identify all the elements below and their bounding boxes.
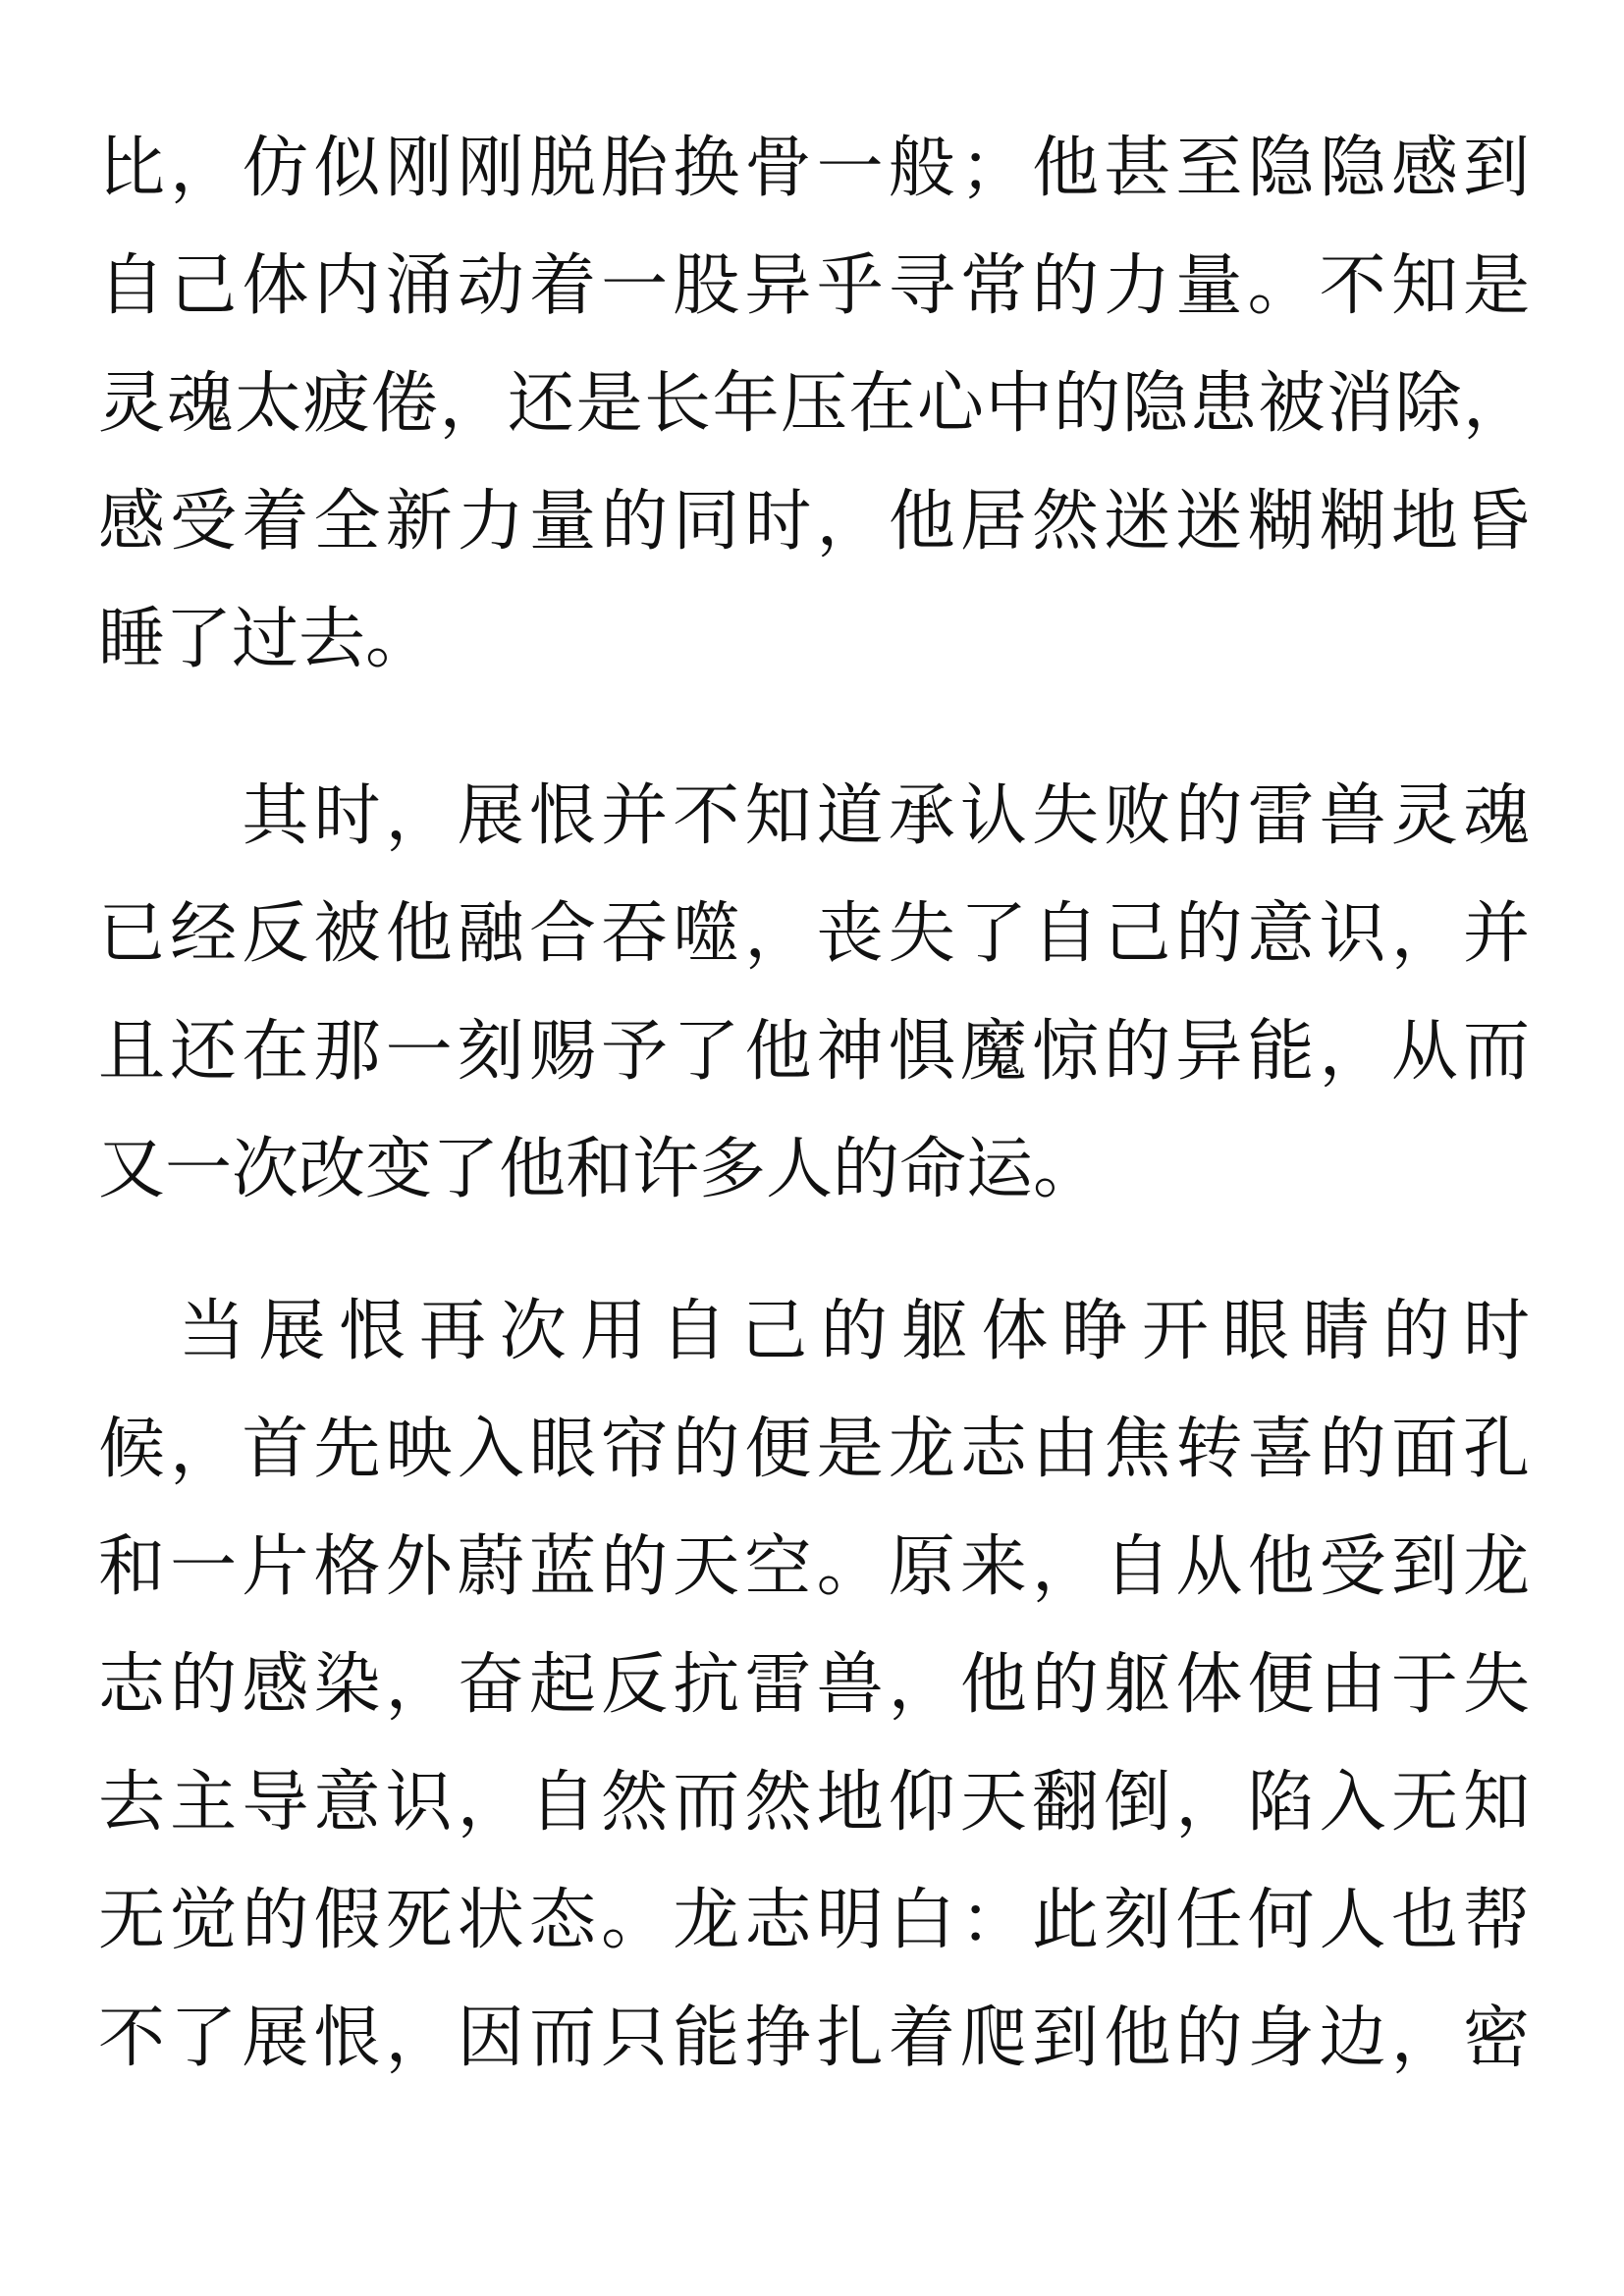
text-line-14: 去主导意识，自然而然地仰天翻倒，陷入无知 <box>98 1764 1530 1842</box>
text-line-3: 灵魂太疲倦，还是长年压在心中的隐患被消除， <box>98 365 1530 443</box>
text-line-4: 感受着全新力量的同时，他居然迷迷糊糊地昏 <box>98 483 1530 561</box>
text-line-12: 和一片格外蔚蓝的天空。原来，自从他受到龙 <box>98 1528 1530 1606</box>
text-line-7: 已经反被他融合吞噬，丧失了自己的意识，并 <box>98 895 1530 973</box>
text-line-2: 自己体内涌动着一股异乎寻常的力量。不知是 <box>98 247 1530 325</box>
text-line-5: 睡了过去。 <box>98 601 433 678</box>
text-line-10: 当展恨再次用自己的躯体睁开眼睛的时 <box>98 1293 1530 1370</box>
text-line-11: 候，首先映入眼帘的便是龙志由焦转喜的面孔 <box>98 1411 1530 1488</box>
text-line-8: 且还在那一刻赐予了他神惧魔惊的异能，从而 <box>98 1013 1530 1091</box>
text-line-9: 又一次改变了他和许多人的命运。 <box>98 1131 1101 1208</box>
text-line-13: 志的感染，奋起反抗雷兽，他的躯体便由于失 <box>98 1646 1530 1724</box>
text-line-1: 比，仿似刚刚脱胎换骨一般；他甚至隐隐感到 <box>98 130 1530 207</box>
text-line-6: 其时，展恨并不知道承认失败的雷兽灵魂 <box>98 777 1530 855</box>
text-line-16: 不了展恨，因而只能挣扎着爬到他的身边，密 <box>98 2000 1530 2077</box>
text-line-15: 无觉的假死状态。龙志明白：此刻任何人也帮 <box>98 1882 1530 1959</box>
